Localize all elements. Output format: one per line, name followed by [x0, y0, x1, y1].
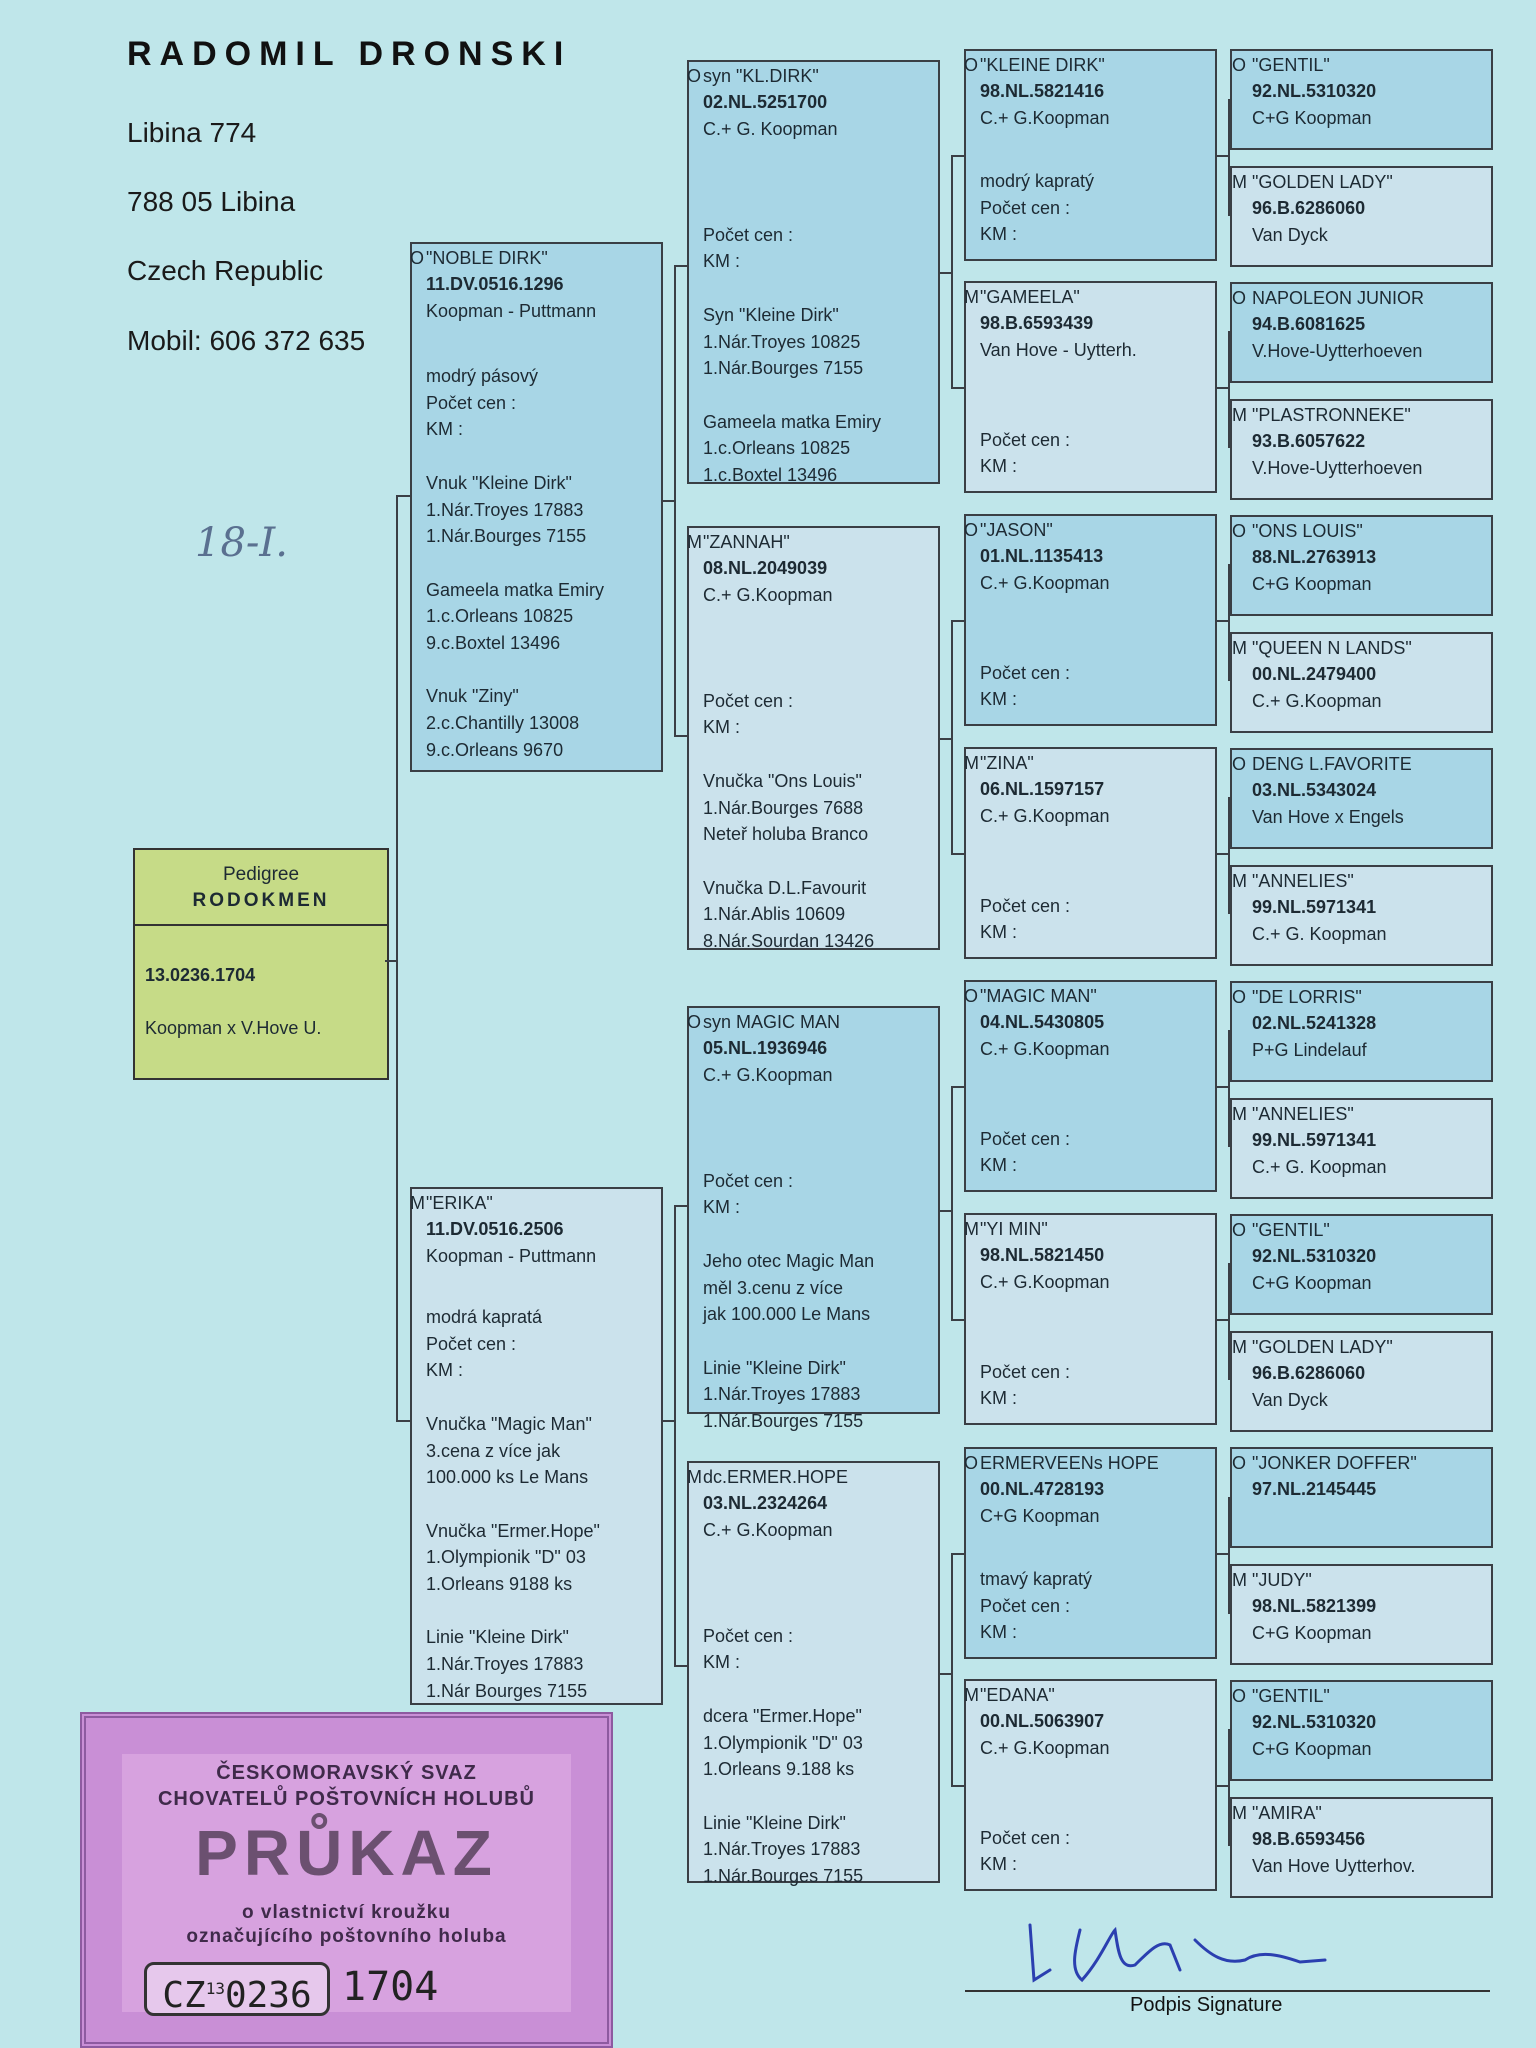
pedigree-card [1230, 748, 1493, 849]
bird-name: "MAGIC MAN" [980, 986, 1097, 1006]
bird-name: "ERIKA" [426, 1193, 493, 1213]
note-line: Počet cen : [980, 1595, 1071, 1616]
note-line: KM : [703, 251, 741, 272]
pedigree-card [687, 60, 940, 484]
note-line: Vnuk "Kleine Dirk" [426, 472, 572, 493]
pedigree-card [1230, 632, 1493, 733]
bird-name: "ANNELIES" [1252, 1104, 1354, 1124]
note-line: 1.Nár.Troyes 17883 [426, 1654, 584, 1675]
ring-number: 03.NL.2324264 [703, 1493, 828, 1513]
ring-number: 05.NL.1936946 [703, 1038, 828, 1058]
note-line: KM : [703, 1197, 741, 1218]
subject-box [133, 848, 389, 1080]
pedigree-card [1230, 399, 1493, 500]
bird-name: "GAMEELA" [980, 287, 1080, 307]
pedigree-label: Pedigree [222, 864, 300, 885]
bird-name: "ZANNAH" [703, 532, 790, 552]
sex-marker: M [964, 1685, 979, 1705]
bird-name: syn MAGIC MAN [703, 1012, 841, 1032]
note-line: 1.Nár.Troyes 17883 [703, 1384, 861, 1405]
connector-line [951, 620, 953, 853]
note-line: KM : [980, 1854, 1018, 1875]
connector-line [951, 853, 965, 855]
bird-name: "KLEINE DIRK" [980, 55, 1105, 75]
ring-number: 02.NL.5251700 [703, 92, 828, 112]
breeder-name: C+G Koopman [1252, 108, 1372, 128]
note-line: KM : [980, 689, 1018, 710]
breeder-name: C.+ G.Koopman [703, 585, 833, 605]
breeder-name: C.+ G.Koopman [980, 108, 1110, 128]
note-line: Linie "Kleine Dirk" [703, 1357, 846, 1378]
note-line: KM : [980, 1155, 1018, 1176]
pedigree-card [964, 49, 1217, 261]
sex-marker: O [964, 55, 979, 75]
connector-line [396, 495, 398, 1420]
note-line: 1.Nár.Bourges 7155 [703, 1411, 864, 1431]
note-line: Gameela matka Emiry [703, 411, 882, 432]
ring-number: 96.B.6286060 [1252, 1363, 1366, 1383]
bird-name: dc.ERMER.HOPE [703, 1467, 849, 1487]
breeder-name: C.+ G.Koopman [980, 573, 1110, 593]
stamp-line-3: o vlastnictví kroužku [242, 1902, 451, 1923]
pedigree-card [1230, 515, 1493, 616]
pedigree-card [1230, 282, 1493, 383]
breeder-name: Van Hove x Engels [1252, 807, 1404, 827]
note-line: Počet cen : [980, 1128, 1071, 1149]
note-line: 1.Nár.Bourges 7155 [703, 358, 864, 379]
note-line: 1.Nár.Bourges 7155 [703, 1866, 864, 1886]
note-line: 1.Nár.Ablis 10609 [703, 904, 846, 925]
connector-line [396, 1420, 412, 1422]
ring-number: 92.NL.5310320 [1252, 1246, 1377, 1266]
owner-country: Czech Republic [127, 255, 324, 286]
sex-marker: O [1232, 288, 1247, 308]
ring-number: 92.NL.5310320 [1252, 1712, 1377, 1732]
breeder-name: C.+ G. Koopman [1252, 924, 1387, 944]
note-line: Počet cen : [426, 1333, 517, 1354]
breeder-name: C.+ G.Koopman [980, 1272, 1110, 1292]
bird-name: "PLASTRONNEKE" [1252, 405, 1411, 425]
note-line: Počet cen : [703, 1170, 794, 1191]
ring-number: 00.NL.2479400 [1252, 664, 1377, 684]
note-line: KM : [426, 1360, 464, 1381]
connector-line [1228, 331, 1230, 448]
bird-name: "GOLDEN LADY" [1252, 1337, 1393, 1357]
ring-number: 01.NL.1135413 [980, 546, 1104, 566]
note-line: 2.c.Chantilly 13008 [426, 713, 580, 734]
note-line: KM : [980, 1622, 1018, 1643]
note-line: 1.Olympionik "D" 03 [703, 1732, 863, 1753]
note-line: KM : [980, 1388, 1018, 1409]
sex-marker: M [687, 1467, 702, 1487]
breeder-name: Van Dyck [1252, 1390, 1328, 1410]
owner-name: RADOMIL DRONSKI [127, 35, 572, 73]
pedigree-card [1230, 1214, 1493, 1315]
bird-name: "GENTIL" [1252, 1220, 1330, 1240]
pedigree-card [1230, 981, 1493, 1082]
connector-line [1228, 564, 1230, 681]
note-line: Syn "Kleine Dirk" [703, 304, 839, 325]
pedigree-card [1230, 1331, 1493, 1432]
bird-name: "EDANA" [980, 1685, 1055, 1705]
note-line: KM : [980, 456, 1018, 477]
pedigree-card [1230, 166, 1493, 267]
connector-line [1228, 1030, 1230, 1147]
connector-line [951, 155, 953, 387]
pedigree-card [1230, 49, 1493, 150]
stamp-line-1: ČESKOMORAVSKÝ SVAZ [216, 1762, 477, 1784]
connector-line [951, 620, 965, 622]
breeder-name: Van Hove - Uytterh. [980, 340, 1137, 360]
stamp-ring-year: 13 [205, 1979, 225, 1998]
note-line: Počet cen : [703, 690, 794, 711]
sex-marker: M [1232, 1337, 1247, 1357]
sex-marker: M [964, 287, 979, 307]
bird-name: "DE LORRIS" [1252, 987, 1362, 1007]
signature-scribble [1020, 1910, 1340, 1990]
connector-line [1228, 99, 1230, 216]
ring-number: 97.NL.2145445 [1252, 1479, 1377, 1499]
note-line: dcera "Ermer.Hope" [703, 1705, 862, 1726]
stamp-ring-suffix: 1704 [342, 1964, 439, 2010]
bird-name: "GENTIL" [1252, 55, 1330, 75]
pedigree-card [1230, 1680, 1493, 1781]
ring-number: 96.B.6286060 [1252, 198, 1366, 218]
note-line: 1.c.Orleans 10825 [703, 438, 851, 459]
breeder-name: Van Dyck [1252, 225, 1328, 245]
ring-number: 92.NL.5310320 [1252, 81, 1377, 101]
ring-number: 99.NL.5971341 [1252, 897, 1377, 917]
bird-name: "ONS LOUIS" [1252, 521, 1363, 541]
sex-marker: O [964, 520, 979, 540]
stamp-line-2: CHOVATELŮ POŠTOVNÍCH HOLUBŮ [157, 1788, 535, 1810]
sex-marker: O [410, 248, 425, 268]
sex-marker: M [1232, 172, 1247, 192]
note-line: 1.Olympionik "D" 03 [426, 1547, 586, 1568]
sex-marker: O [1232, 1686, 1247, 1706]
note-line: 9.c.Boxtel 13496 [426, 633, 561, 653]
subject-strain: Koopman x V.Hove U. [145, 1018, 322, 1038]
sex-marker: M [1232, 871, 1247, 891]
bird-name: ERMERVEENs HOPE [980, 1453, 1159, 1473]
bird-name: "JASON" [980, 520, 1053, 540]
note-line: KM : [980, 224, 1018, 245]
sex-marker: O [1232, 1220, 1247, 1240]
note-line: modrý pásový [426, 366, 539, 386]
note-line: Gameela matka Emiry [426, 579, 605, 600]
sex-marker: M [964, 753, 979, 773]
pedigree-card [687, 1461, 940, 1886]
stamp-title: PRŮKAZ [195, 1817, 498, 1889]
breeder-name: C+G Koopman [980, 1506, 1100, 1526]
pedigree-card [1230, 1098, 1493, 1199]
stamp-inner [122, 1754, 571, 2016]
note-line: Neteř holuba Branco [703, 824, 869, 845]
connector-line [951, 155, 965, 157]
note-line: 1.c.Boxtel 13496 [703, 465, 838, 485]
breeder-name: Koopman - Puttmann [426, 1246, 597, 1266]
note-line: Počet cen : [426, 392, 517, 413]
bird-name: syn "KL.DIRK" [703, 66, 819, 86]
connector-line [951, 1319, 965, 1321]
ring-number: 04.NL.5430805 [980, 1012, 1105, 1032]
sex-marker: M [1232, 1570, 1247, 1590]
ring-number: 98.NL.5821399 [1252, 1596, 1377, 1616]
note-line: Počet cen : [703, 1625, 794, 1646]
breeder-name: V.Hove-Uytterhoeven [1252, 341, 1423, 361]
ring-number: 08.NL.2049039 [703, 558, 828, 578]
note-line: tmavý kapratý [980, 1569, 1093, 1589]
stamp-ring-box [144, 1962, 330, 2016]
note-line: modrá kapratá [426, 1307, 543, 1327]
pedigree-card [964, 1679, 1217, 1891]
pedigree-card [964, 747, 1217, 959]
connector-line [674, 1205, 688, 1207]
bird-name: "NOBLE DIRK" [426, 248, 548, 268]
ring-number: 98.NL.5821416 [980, 81, 1105, 101]
connector-line [951, 1785, 965, 1787]
sex-marker: O [1232, 521, 1247, 541]
note-line: Počet cen : [703, 224, 794, 245]
pedigree-card [964, 1213, 1217, 1425]
signature-label: Podpis Signature [1130, 1994, 1283, 2016]
bird-name: "AMIRA" [1252, 1803, 1322, 1823]
connector-line [1228, 1263, 1230, 1380]
breeder-name: Van Hove Uytterhov. [1252, 1856, 1416, 1876]
breeder-name: P+G Lindelauf [1252, 1040, 1367, 1060]
stamp-line-4: označujícího poštovního holuba [186, 1926, 507, 1947]
note-line: Počet cen : [980, 1361, 1071, 1382]
owner-address-2: 788 05 Libina [127, 186, 296, 217]
connector-line [674, 735, 688, 737]
ring-number: 98.B.6593439 [980, 313, 1094, 333]
connector-line [951, 387, 965, 389]
breeder-name: C+G Koopman [1252, 574, 1372, 594]
pedigree-card [964, 980, 1217, 1192]
ring-number: 88.NL.2763913 [1252, 547, 1377, 567]
pedigree-card [964, 1447, 1217, 1659]
pedigree-card [964, 514, 1217, 726]
sex-marker: M [1232, 405, 1247, 425]
breeder-name: V.Hove-Uytterhoeven [1252, 458, 1423, 478]
ring-number: 02.NL.5241328 [1252, 1013, 1377, 1033]
pedigree-card [687, 1006, 940, 1431]
note-line: 1.Orleans 9188 ks [426, 1574, 573, 1594]
ring-number: 00.NL.5063907 [980, 1711, 1105, 1731]
breeder-name: C.+ G.Koopman [980, 806, 1110, 826]
breeder-name: C+G Koopman [1252, 1739, 1372, 1759]
sex-marker: M [1232, 638, 1247, 658]
note-line: Počet cen : [980, 895, 1071, 916]
connector-line [951, 1086, 965, 1088]
breeder-name: C.+ G. Koopman [703, 119, 838, 139]
pedigree-card [410, 1187, 663, 1705]
note-line: Počet cen : [980, 197, 1071, 218]
note-line: 1.Nár.Troyes 17883 [703, 1839, 861, 1860]
note-line: KM : [703, 717, 741, 738]
note-line: Počet cen : [980, 662, 1071, 683]
bird-name: NAPOLEON JUNIOR [1252, 288, 1425, 308]
ring-number: 93.B.6057622 [1252, 431, 1366, 451]
connector-line [674, 265, 688, 267]
sex-marker: O [964, 986, 979, 1006]
note-line: 1.Nár.Troyes 17883 [426, 499, 584, 520]
breeder-name: C.+ G.Koopman [980, 1738, 1110, 1758]
breeder-name: C.+ G.Koopman [980, 1039, 1110, 1059]
connector-line [1228, 1497, 1230, 1614]
note-line: Vnuk "Ziny" [426, 686, 519, 707]
connector-line [951, 1553, 965, 1555]
note-line: Vnučka "Magic Man" [426, 1413, 592, 1434]
note-line: modrý kapratý [980, 171, 1095, 191]
bird-name: "QUEEN N LANDS" [1252, 638, 1412, 658]
note-line: Vnučka D.L.Favourit [703, 877, 867, 898]
ring-number: 11.DV.0516.1296 [426, 274, 564, 294]
sex-marker: O [687, 66, 702, 86]
signature-line [965, 1990, 1490, 1992]
breeder-name: C.+ G.Koopman [703, 1065, 833, 1085]
breeder-name: C+G Koopman [1252, 1623, 1372, 1643]
connector-line [951, 1086, 953, 1319]
connector-line [674, 1205, 676, 1665]
handwritten-note: 18-I. [195, 520, 288, 566]
ring-number: 98.B.6593456 [1252, 1829, 1366, 1849]
sex-marker: O [1232, 754, 1247, 774]
sex-marker: O [687, 1012, 702, 1032]
note-line: 8.Nár.Sourdan 13426 [703, 931, 875, 951]
ring-certificate-stamp [80, 1712, 613, 2048]
note-line: 9.c.Orleans 9670 [426, 739, 564, 760]
rodokmen-label: RODOKMEN [192, 890, 330, 911]
subject-ring: 13.0236.1704 [145, 965, 256, 985]
note-line: 1.c.Orleans 10825 [426, 606, 574, 627]
sex-marker: M [1232, 1104, 1247, 1124]
sex-marker: O [964, 1453, 979, 1473]
note-line: 1.Nár.Bourges 7155 [426, 526, 587, 547]
subject-header [135, 850, 387, 926]
bird-name: "ANNELIES" [1252, 871, 1354, 891]
note-line: jak 100.000 Le Mans [703, 1304, 871, 1325]
note-line: 3.cena z více jak [426, 1440, 561, 1461]
sex-marker: O [1232, 55, 1247, 75]
sex-marker: O [1232, 1453, 1247, 1473]
pedigree-card [1230, 1447, 1493, 1548]
note-line: 1.Nár.Bourges 7688 [703, 797, 864, 818]
pedigree-card [410, 242, 663, 772]
sex-marker: M [410, 1193, 425, 1213]
owner-mobile: Mobil: 606 372 635 [127, 325, 366, 356]
ring-number: 03.NL.5343024 [1252, 780, 1377, 800]
bird-name: "YI MIN" [980, 1219, 1048, 1239]
connector-line [674, 265, 676, 735]
bird-name: "JONKER DOFFER" [1252, 1453, 1417, 1473]
bird-name: "ZINA" [980, 753, 1034, 773]
note-line: 1.Nár Bourges 7155 [426, 1680, 588, 1701]
bird-name: "JUDY" [1252, 1570, 1312, 1590]
pedigree-card [1230, 865, 1493, 966]
ring-number: 99.NL.5971341 [1252, 1130, 1377, 1150]
connector-line [951, 1553, 953, 1785]
note-line: měl 3.cenu z více [703, 1277, 844, 1298]
note-line: 1.Nár.Troyes 10825 [703, 331, 861, 352]
breeder-name: C+G Koopman [1252, 1273, 1372, 1293]
note-line: 100.000 ks Le Mans [426, 1467, 589, 1488]
breeder-name: C.+ G.Koopman [1252, 691, 1382, 711]
owner-address-1: Libina 774 [127, 117, 257, 148]
note-line: Vnučka "Ons Louis" [703, 770, 862, 791]
breeder-name: Koopman - Puttmann [426, 301, 597, 321]
note-line: Linie "Kleine Dirk" [703, 1812, 846, 1833]
pedigree-card [687, 526, 940, 950]
ring-number: 00.NL.4728193 [980, 1479, 1105, 1499]
note-line: KM : [703, 1652, 741, 1673]
connector-line [396, 495, 412, 497]
note-line: KM : [980, 922, 1018, 943]
note-line: Jeho otec Magic Man [703, 1250, 875, 1271]
sex-marker: M [687, 532, 702, 552]
breeder-name: C.+ G.Koopman [703, 1520, 833, 1540]
note-line: Počet cen : [980, 1827, 1071, 1848]
bird-name: "GENTIL" [1252, 1686, 1330, 1706]
connector-line [674, 1665, 688, 1667]
ring-number: 06.NL.1597157 [980, 779, 1105, 799]
note-line: 1.Orleans 9.188 ks [703, 1759, 855, 1780]
stamp-ring-number: 0236 [224, 1975, 312, 2016]
pedigree-card [1230, 1797, 1493, 1898]
pedigree-card [964, 281, 1217, 493]
note-line: Počet cen : [980, 429, 1071, 450]
ring-number: 11.DV.0516.2506 [426, 1219, 564, 1239]
sex-marker: O [1232, 987, 1247, 1007]
connector-line [1228, 1729, 1230, 1846]
note-line: Vnučka "Ermer.Hope" [426, 1520, 600, 1541]
note-line: KM : [426, 419, 464, 440]
ring-number: 98.NL.5821450 [980, 1245, 1105, 1265]
sex-marker: M [964, 1219, 979, 1239]
sex-marker: M [1232, 1803, 1247, 1823]
ring-number: 94.B.6081625 [1252, 314, 1366, 334]
bird-name: DENG L.FAVORITE [1252, 754, 1412, 774]
breeder-name: C.+ G. Koopman [1252, 1157, 1387, 1177]
pedigree-card [1230, 1564, 1493, 1665]
bird-name: "GOLDEN LADY" [1252, 172, 1393, 192]
stamp-ring-prefix: CZ [162, 1975, 206, 2016]
connector-line [1228, 797, 1230, 914]
note-line: Linie "Kleine Dirk" [426, 1627, 569, 1648]
